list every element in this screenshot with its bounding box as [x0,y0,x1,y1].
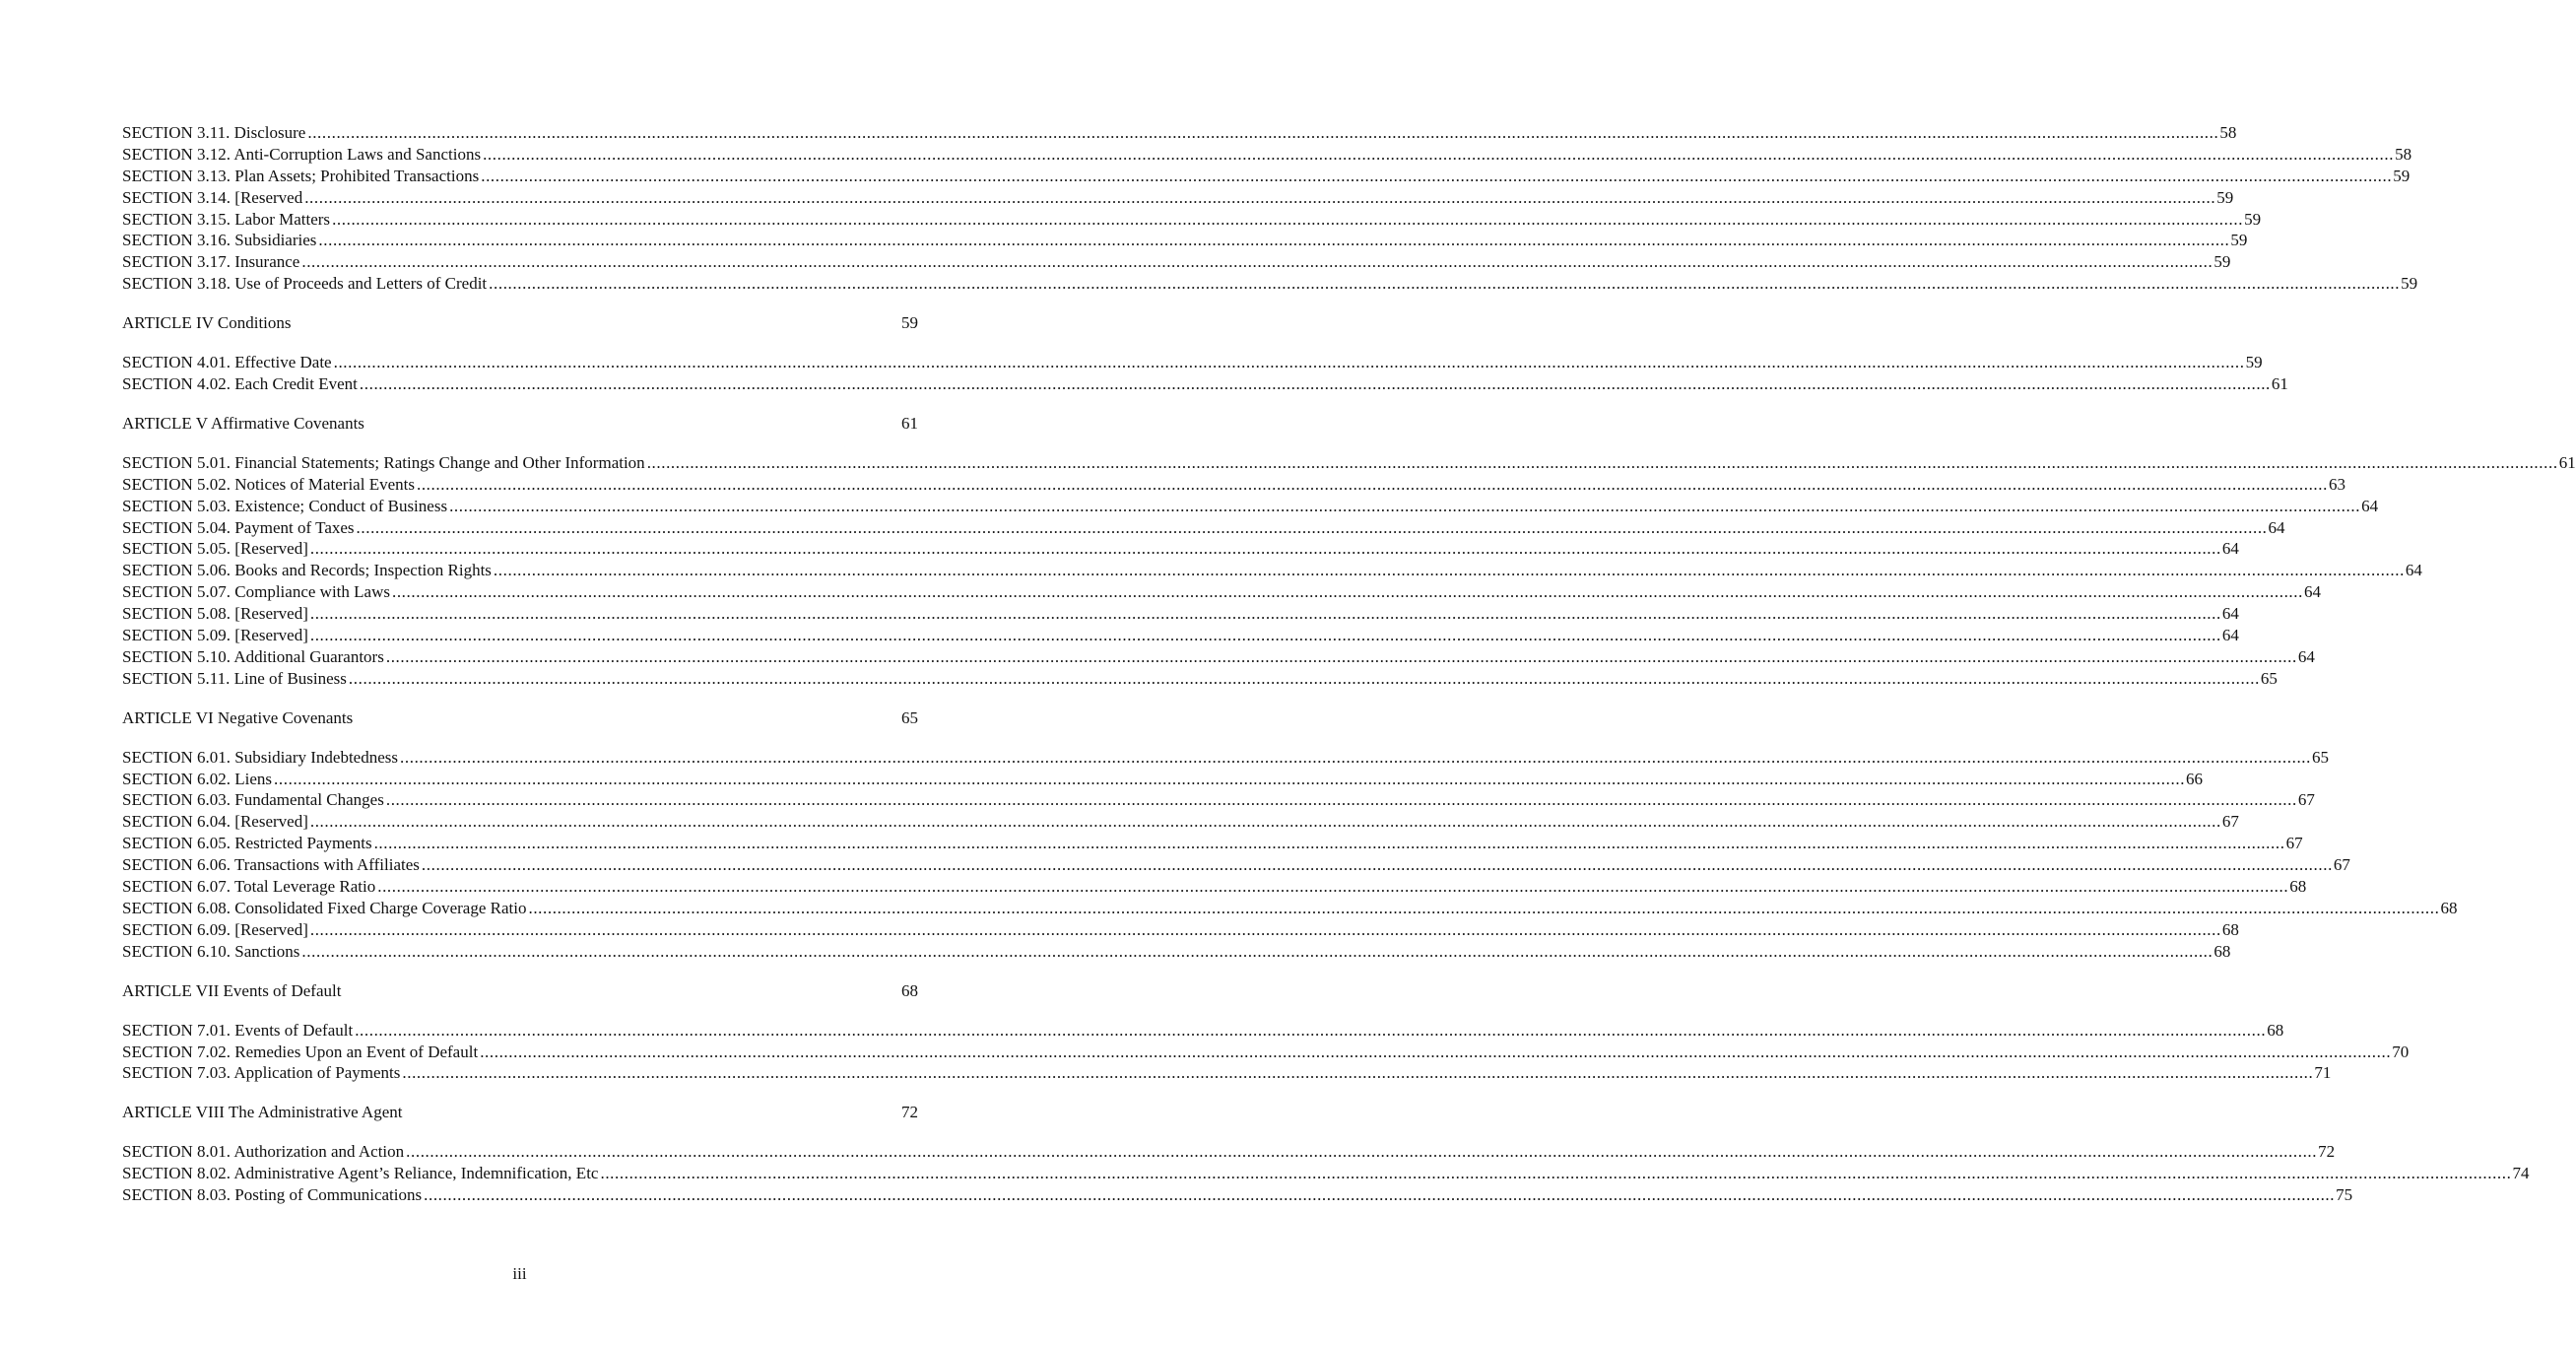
toc-entry[interactable] [122,517,2285,539]
section-title: SECTION 5.03. Existence; Conduct of Business [122,496,448,515]
toc-entry[interactable] [122,230,2248,251]
article-page-number: 68 [901,980,918,1000]
dot-leader: ................................................................................................................................................................................................................................................................................................................................................................................................................ [348,668,2260,688]
toc-entry[interactable] [122,941,2231,963]
dot-leader: ................................................................................................................................................................................................................................................................................................................................................................................................................ [307,123,2219,142]
dot-leader: ................................................................................................................................................................................................................................................................................................................................................................................................................ [318,231,2230,250]
section-page-number: 59 [2393,166,2411,185]
toc-entry[interactable] [122,581,2321,603]
section-title: SECTION 4.01. Effective Date [122,353,332,372]
toc-entry[interactable] [122,668,2278,690]
dot-leader: ................................................................................................................................................................................................................................................................................................................................................................................................................ [391,582,2303,602]
section-page-number: 61 [2271,374,2288,394]
section-title: SECTION 3.14. [Reserved [122,187,303,207]
dot-leader: ................................................................................................................................................................................................................................................................................................................................................................................................................ [309,626,2221,645]
section-title: SECTION 6.04. [Reserved] [122,812,308,832]
section-page-number: 64 [2221,626,2239,645]
section-title: SECTION 7.01. Events of Default [122,1020,354,1040]
toc-entry[interactable] [122,166,2411,187]
section-page-number: 67 [2297,790,2315,810]
dot-leader: ................................................................................................................................................................................................................................................................................................................................................................................................................ [489,274,2401,294]
section-page-number: 65 [2260,668,2278,688]
section-page-number: 71 [2314,1063,2332,1083]
section-title: SECTION 5.04. Payment of Taxes [122,517,355,537]
toc-entry[interactable] [122,496,2379,517]
section-page-number: 68 [2440,898,2458,917]
toc-entry[interactable] [122,1163,2530,1184]
section-title: SECTION 4.02. Each Credit Event [122,374,358,394]
section-page-number: 64 [2361,496,2379,515]
article-page-number: 72 [901,1103,918,1122]
section-title: SECTION 5.01. Financial Statements; Ratings Change and Other Information [122,452,645,472]
toc-entry[interactable] [122,1020,2284,1042]
table-of-contents [122,122,2576,1206]
dot-leader: ................................................................................................................................................................................................................................................................................................................................................................................................................ [373,834,2285,853]
toc-entry[interactable] [122,811,2239,833]
toc-entry[interactable] [122,769,2204,790]
section-page-number: 58 [2219,123,2237,142]
section-page-number: 65 [2312,747,2330,767]
section-title: SECTION 3.18. Use of Proceeds and Letters of Credit [122,274,488,294]
article-title: ARTICLE VI Negative Covenants [122,707,354,727]
toc-entry[interactable] [122,898,2458,919]
section-title: SECTION 8.02. Administrative Agent’s Reliance, Indemnification, Etc [122,1164,599,1183]
section-title: SECTION 6.02. Liens [122,769,273,788]
section-page-number: 59 [2213,252,2231,272]
article-heading[interactable] [122,707,918,729]
section-page-number: 64 [2297,646,2315,666]
section-page-number: 72 [2318,1142,2336,1162]
dot-leader: ................................................................................................................................................................................................................................................................................................................................................................................................................ [421,855,2333,875]
section-page-number: 66 [2186,769,2204,788]
toc-entry[interactable] [122,646,2315,668]
page-number: iii [512,1264,527,1283]
section-page-number: 68 [2213,941,2231,961]
dot-leader: ................................................................................................................................................................................................................................................................................................................................................................................................................ [385,646,2297,666]
dot-leader: ................................................................................................................................................................................................................................................................................................................................................................................................................ [377,877,2289,897]
toc-entry[interactable] [122,876,2307,898]
section-page-number: 64 [2221,539,2239,559]
section-title: SECTION 6.05. Restricted Payments [122,834,372,853]
section-title: SECTION 5.06. Books and Records; Inspection Rights [122,561,492,580]
article-title: ARTICLE VIII The Administrative Agent [122,1103,403,1122]
toc-entry[interactable] [122,474,2345,496]
dot-leader: ................................................................................................................................................................................................................................................................................................................................................................................................................ [309,604,2221,624]
dot-leader: ................................................................................................................................................................................................................................................................................................................................................................................................................ [646,452,2558,472]
section-page-number: 64 [2405,561,2422,580]
dot-leader: ................................................................................................................................................................................................................................................................................................................................................................................................................ [483,144,2395,164]
section-title: SECTION 7.02. Remedies Upon an Event of Default [122,1042,479,1061]
section-title: SECTION 6.07. Total Leverage Ratio [122,877,376,897]
dot-leader: ................................................................................................................................................................................................................................................................................................................................................................................................................ [424,1185,2336,1205]
dot-leader: ................................................................................................................................................................................................................................................................................................................................................................................................................ [400,747,2312,767]
toc-entry[interactable] [122,789,2315,811]
section-page-number: 59 [2244,209,2262,229]
section-title: SECTION 6.08. Consolidated Fixed Charge Coverage Ratio [122,898,527,917]
toc-entry[interactable] [122,1141,2336,1163]
section-title: SECTION 3.16. Subsidiaries [122,231,317,250]
section-title: SECTION 8.03. Posting of Communications [122,1185,423,1205]
dot-leader: ................................................................................................................................................................................................................................................................................................................................................................................................................ [355,1020,2267,1040]
section-title: SECTION 3.15. Labor Matters [122,209,331,229]
section-title: SECTION 5.07. Compliance with Laws [122,582,390,602]
toc-entry[interactable] [122,273,2418,295]
section-page-number: 64 [2303,582,2321,602]
section-page-number: 59 [2216,187,2234,207]
section-page-number: 63 [2328,474,2345,494]
article-heading[interactable] [122,312,918,334]
section-title: SECTION 5.10. Additional Guarantors [122,646,384,666]
section-title: SECTION 5.02. Notices of Material Events [122,474,415,494]
section-page-number: 58 [2395,144,2412,164]
section-title: SECTION 8.01. Authorization and Action [122,1142,405,1162]
toc-entry[interactable] [122,1062,2332,1084]
dot-leader: ................................................................................................................................................................................................................................................................................................................................................................................................................ [309,539,2221,559]
section-page-number: 59 [2401,274,2418,294]
dot-leader: ................................................................................................................................................................................................................................................................................................................................................................................................................ [406,1142,2318,1162]
article-page-number: 65 [901,707,918,727]
section-page-number: 64 [2221,604,2239,624]
toc-entry[interactable] [122,560,2422,581]
article-title: ARTICLE VII Events of Default [122,980,342,1000]
section-title: SECTION 5.08. [Reserved] [122,604,308,624]
dot-leader: ................................................................................................................................................................................................................................................................................................................................................................................................................ [301,941,2213,961]
toc-entry[interactable] [122,373,2288,395]
dot-leader: ................................................................................................................................................................................................................................................................................................................................................................................................................ [356,517,2268,537]
section-page-number: 67 [2221,812,2239,832]
dot-leader: ................................................................................................................................................................................................................................................................................................................................................................................................................ [301,252,2213,272]
section-title: SECTION 3.17. Insurance [122,252,300,272]
article-heading[interactable] [122,413,918,435]
section-page-number: 59 [2245,353,2263,372]
section-page-number: 70 [2392,1042,2410,1061]
dot-leader: ................................................................................................................................................................................................................................................................................................................................................................................................................ [332,209,2244,229]
section-page-number: 59 [2230,231,2248,250]
toc-entry[interactable] [122,538,2239,560]
toc-entry[interactable] [122,747,2330,769]
article-heading[interactable] [122,1102,918,1123]
section-page-number: 74 [2512,1164,2530,1183]
toc-entry[interactable] [122,1184,2353,1206]
dot-leader: ................................................................................................................................................................................................................................................................................................................................................................................................................ [416,474,2328,494]
toc-entry[interactable] [122,352,2263,373]
toc-entry[interactable] [122,209,2262,231]
section-page-number: 67 [2285,834,2303,853]
dot-leader: ................................................................................................................................................................................................................................................................................................................................................................................................................ [274,769,2186,788]
dot-leader: ................................................................................................................................................................................................................................................................................................................................................................................................................ [359,374,2271,394]
toc-entry[interactable] [122,251,2231,273]
dot-leader: ................................................................................................................................................................................................................................................................................................................................................................................................................ [449,496,2361,515]
dot-leader: ................................................................................................................................................................................................................................................................................................................................................................................................................ [309,812,2221,832]
section-title: SECTION 6.01. Subsidiary Indebtedness [122,747,399,767]
section-title: SECTION 6.06. Transactions with Affiliates [122,855,420,875]
article-page-number: 59 [901,313,918,333]
section-page-number: 68 [2289,877,2307,897]
dot-leader: ................................................................................................................................................................................................................................................................................................................................................................................................................ [600,1164,2512,1183]
section-page-number: 61 [2558,452,2576,472]
section-page-number: 67 [2333,855,2350,875]
article-page-number: 61 [901,413,918,433]
dot-leader: ................................................................................................................................................................................................................................................................................................................................................................................................................ [402,1063,2314,1083]
toc-entry[interactable] [122,833,2303,854]
dot-leader: ................................................................................................................................................................................................................................................................................................................................................................................................................ [304,187,2216,207]
article-heading[interactable] [122,980,918,1002]
section-title: SECTION 3.12. Anti-Corruption Laws and Sanctions [122,144,482,164]
section-title: SECTION 3.13. Plan Assets; Prohibited Transactions [122,166,480,185]
section-page-number: 68 [2221,919,2239,939]
section-page-number: 75 [2336,1185,2353,1205]
article-title: ARTICLE V Affirmative Covenants [122,413,364,433]
dot-leader: ................................................................................................................................................................................................................................................................................................................................................................................................................ [528,898,2440,917]
dot-leader: ................................................................................................................................................................................................................................................................................................................................................................................................................ [481,166,2393,185]
toc-entry[interactable] [122,1042,2410,1063]
dot-leader: ................................................................................................................................................................................................................................................................................................................................................................................................................ [480,1042,2392,1061]
toc-entry[interactable] [122,603,2239,625]
toc-entry[interactable] [122,187,2234,209]
toc-entry[interactable] [122,854,2350,876]
section-title: SECTION 5.11. Line of Business [122,668,347,688]
toc-entry[interactable] [122,144,2412,166]
dot-leader: ................................................................................................................................................................................................................................................................................................................................................................................................................ [333,353,2245,372]
section-title: SECTION 3.11. Disclosure [122,123,306,142]
section-page-number: 68 [2267,1020,2284,1040]
section-title: SECTION 6.10. Sanctions [122,941,300,961]
article-title: ARTICLE IV Conditions [122,313,292,333]
dot-leader: ................................................................................................................................................................................................................................................................................................................................................................................................................ [309,919,2221,939]
section-title: SECTION 6.03. Fundamental Changes [122,790,384,810]
toc-entry[interactable] [122,122,2237,144]
toc-entry[interactable] [122,452,2576,474]
section-title: SECTION 5.09. [Reserved] [122,626,308,645]
section-title: SECTION 5.05. [Reserved] [122,539,308,559]
section-page-number: 64 [2268,517,2285,537]
dot-leader: ................................................................................................................................................................................................................................................................................................................................................................................................................ [493,561,2405,580]
dot-leader: ................................................................................................................................................................................................................................................................................................................................................................................................................ [385,790,2297,810]
section-title: SECTION 6.09. [Reserved] [122,919,308,939]
toc-entry[interactable] [122,919,2239,941]
toc-entry[interactable] [122,625,2239,646]
section-title: SECTION 7.03. Application of Payments [122,1063,401,1083]
